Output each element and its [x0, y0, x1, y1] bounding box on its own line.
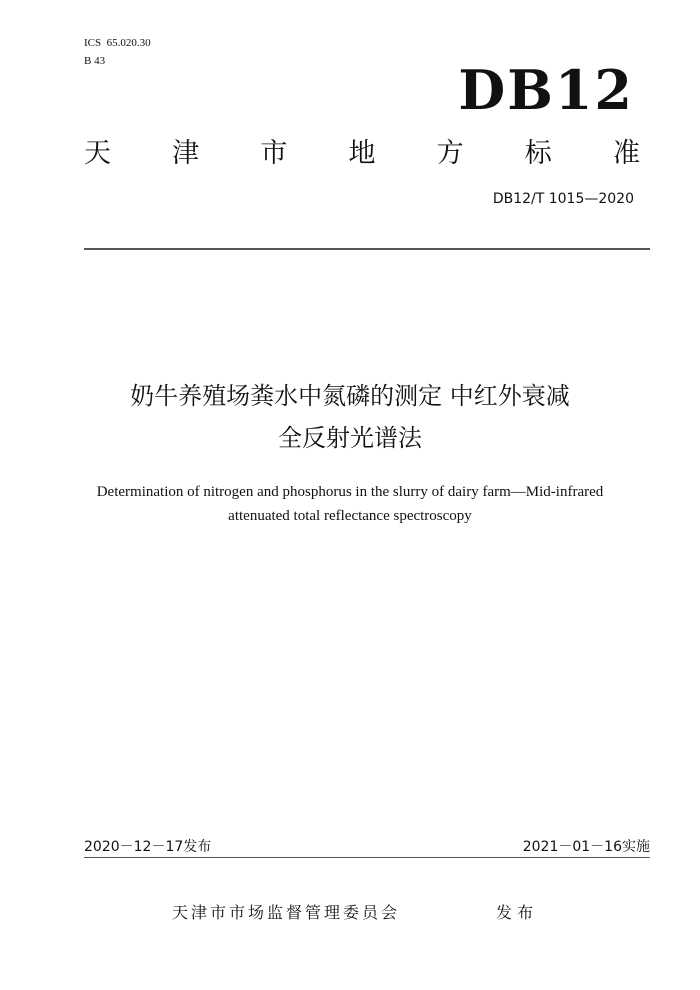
standard-type	[84, 136, 640, 172]
standard-type-char: 方	[436, 138, 464, 169]
title-en-line1: Determination of nitrogen and phosphorus in the slurry of dairy farm—Mid-infrared	[96, 484, 604, 500]
standard-type-char: 天	[84, 138, 111, 169]
standard-type-char: 津	[172, 138, 200, 169]
issuer-action: 发 布	[496, 903, 534, 922]
title-zh-line2: 全反射光谱法	[278, 424, 422, 452]
issue-date: 2020－12－17发布	[84, 839, 212, 855]
title-en-line2: attenuated total reflectance spectroscopy	[228, 508, 472, 524]
standard-type-char: 地	[348, 138, 376, 169]
ccs-code: B 43	[84, 55, 106, 67]
header-divider	[84, 248, 650, 250]
ics-code: ICS 65.020.30	[84, 37, 151, 49]
standard-type-char: 标	[524, 138, 552, 169]
issuer-name: 天津市市场监督管理委员会	[172, 903, 401, 922]
footer-divider	[84, 857, 650, 858]
db-logo: DB12	[458, 58, 634, 122]
standard-type-char: 市	[260, 138, 288, 169]
title-zh-line1: 奶牛养殖场粪水中氮磷的测定 中红外衰减	[130, 382, 570, 410]
implement-date: 2021－01－16实施	[522, 839, 650, 855]
standard-type-char: 准	[612, 138, 640, 169]
standard-number: DB12/T 1015—2020	[492, 191, 634, 207]
